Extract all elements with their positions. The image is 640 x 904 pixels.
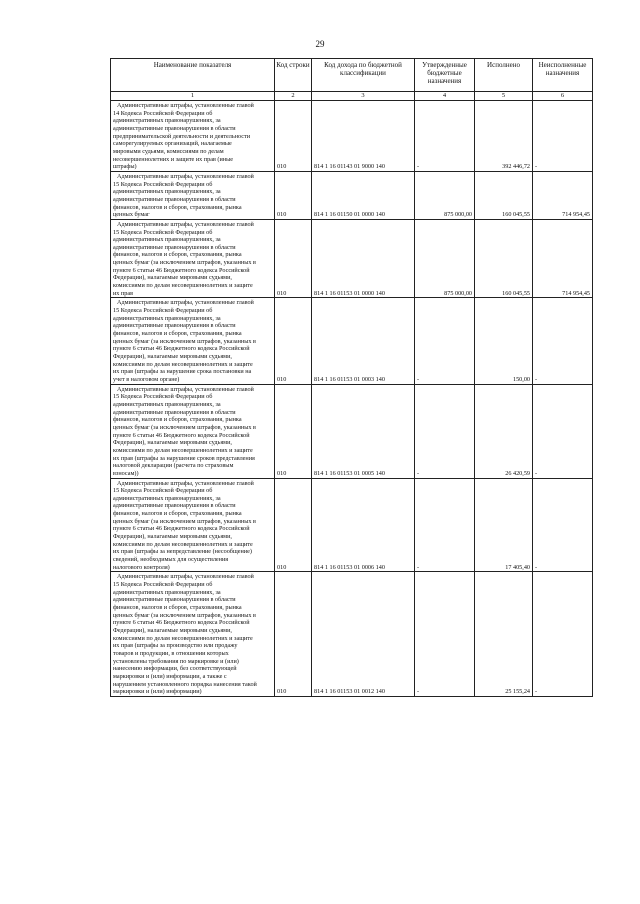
indicator-name-cell xyxy=(111,298,275,384)
indicator-name-line: Федерации), налагаемые мировыми судьями, xyxy=(113,274,232,282)
income-code-cell: 814 1 16 01150 01 0000 140 xyxy=(312,171,415,219)
header-approved: Утвержденные бюджетные назначения xyxy=(415,59,475,92)
indicator-name-line: штрафы) xyxy=(113,163,137,171)
indicator-name-line: административных правонарушениях, за xyxy=(113,588,221,596)
indicator-name-line: финансов, налогов и сборов, страхования, рынка xyxy=(113,330,242,338)
indicator-name-line: Административные штрафы, установленные главой xyxy=(117,479,254,487)
indicator-name-line: ценных бумаг (за исключением штрафов, указанных в xyxy=(113,423,256,431)
indicator-name-line: финансов, налогов и сборов, страхования, рынка xyxy=(113,416,242,424)
indicator-name-line: Федерации), налагаемые мировыми судьями, xyxy=(113,533,232,541)
indicator-name-line: комиссиями по делам несовершеннолетних и защите xyxy=(113,360,253,368)
indicator-name-line: ценных бумаг (за исключением штрафов, указанных в xyxy=(113,517,256,525)
indicator-name-line: нанесению информации, без соответствующей xyxy=(113,665,237,673)
page-number: 29 xyxy=(315,39,325,49)
indicator-name-line: их прав (штрафы за нарушение срока постановки на xyxy=(113,368,252,376)
indicator-name-line: учет в налоговом органе) xyxy=(113,375,180,383)
line-code-cell: 010 xyxy=(275,171,312,219)
indicator-name-line: сведений, необходимых для осуществления xyxy=(113,556,229,564)
indicator-name-line: мировыми судьями, комиссиями по делам xyxy=(113,147,224,155)
indicator-name-line: комиссиями по делам несовершеннолетних и защите xyxy=(113,446,253,454)
indicator-name-line: взносам)) xyxy=(113,469,139,477)
budget-income-table xyxy=(110,58,593,697)
header-line-code: Код строки xyxy=(275,59,312,92)
indicator-name-line: ценных бумаг xyxy=(113,211,150,219)
indicator-name-line: финансов, налогов и сборов, страхования, рынка xyxy=(113,251,242,259)
indicator-name-line: 15 Кодекса Российской Федерации об xyxy=(113,180,213,188)
indicator-name-line: пункте 6 статьи 46 Бюджетного кодекса Российской xyxy=(113,431,250,439)
indicator-name-line: финансов, налогов и сборов, страхования, рынка xyxy=(113,510,242,518)
income-code-cell: 814 1 16 01153 01 0003 140 xyxy=(312,298,415,384)
unexecuted-cell: - xyxy=(533,101,593,172)
income-code-cell: 814 1 16 01143 01 9000 140 xyxy=(312,101,415,172)
line-code-cell: 010 xyxy=(275,572,312,697)
indicator-name-cell xyxy=(111,219,275,298)
indicator-name-line: товаров и продукции, в отношении которых xyxy=(113,649,229,657)
header-indicator-name: Наименование показателя xyxy=(111,59,275,92)
column-number: 5 xyxy=(475,92,533,101)
column-number: 2 xyxy=(275,92,312,101)
indicator-name-line: саморегулируемых организаций, налагаемые xyxy=(113,140,232,148)
table-row xyxy=(111,384,593,478)
column-number: 3 xyxy=(312,92,415,101)
indicator-name-line: 15 Кодекса Российской Федерации об xyxy=(113,307,213,315)
indicator-name-line: их прав (штрафы за непредставление (несообщение) xyxy=(113,548,252,556)
approved-cell: 875 000,00 xyxy=(415,171,475,219)
header-income-code: Код дохода по бюджетной классификации xyxy=(312,59,415,92)
unexecuted-cell: 714 954,45 xyxy=(533,219,593,298)
indicator-name-line: предпринимательской деятельности и деятельности xyxy=(113,132,251,140)
column-number-row xyxy=(111,92,593,101)
indicator-name-line: Административные штрафы, установленные главой xyxy=(117,172,254,180)
indicator-name-line: административных правонарушениях, за xyxy=(113,117,221,125)
indicator-name-line: Административные штрафы, установленные главой xyxy=(117,299,254,307)
table-body xyxy=(111,101,593,697)
indicator-name-line: их прав (штрафы за нарушение сроков представления xyxy=(113,454,255,462)
indicator-name-line: маркировки и (или) информации, а также с xyxy=(113,672,227,680)
income-code-cell: 814 1 16 01153 01 0006 140 xyxy=(312,478,415,572)
indicator-name-line: пункте 6 статьи 46 Бюджетного кодекса Российской xyxy=(113,266,250,274)
indicator-name-cell xyxy=(111,384,275,478)
line-code-cell: 010 xyxy=(275,298,312,384)
indicator-name-line: маркировки и (или) информации) xyxy=(113,688,202,696)
indicator-name-line: административные правонарушения в области xyxy=(113,243,236,251)
indicator-name-line: 15 Кодекса Российской Федерации об xyxy=(113,581,213,589)
approved-cell: - xyxy=(415,384,475,478)
indicator-name-line: их прав xyxy=(113,289,134,297)
indicator-name-line: административных правонарушениях, за xyxy=(113,188,221,196)
indicator-name-line: ценных бумаг (за исключением штрафов, указанных в xyxy=(113,611,256,619)
approved-cell: - xyxy=(415,572,475,697)
approved-cell: - xyxy=(415,298,475,384)
indicator-name-line: ценных бумаг (за исключением штрафов, указанных в xyxy=(113,259,256,267)
indicator-name-line: административных правонарушениях, за xyxy=(113,314,221,322)
indicator-name-line: комиссиями по делам несовершеннолетних и защите xyxy=(113,540,253,548)
approved-cell: 875 000,00 xyxy=(415,219,475,298)
indicator-name-line: комиссиями по делам несовершеннолетних и защите xyxy=(113,282,253,290)
unexecuted-cell: - xyxy=(533,572,593,697)
indicator-name-line: пункте 6 статьи 46 Бюджетного кодекса Российской xyxy=(113,619,250,627)
indicator-name-line: 14 Кодекса Российской Федерации об xyxy=(113,109,213,117)
indicator-name-line: финансов, налогов и сборов, страхования, рынка xyxy=(113,203,242,211)
executed-cell: 160 045,55 xyxy=(475,219,533,298)
executed-cell: 17 405,40 xyxy=(475,478,533,572)
indicator-name-line: несовершеннолетних и защите их прав (иные xyxy=(113,155,234,163)
indicator-name-line: Административные штрафы, установленные главой xyxy=(117,220,254,228)
line-code-cell: 010 xyxy=(275,478,312,572)
indicator-name-line: налоговой декларации (расчета по страховым xyxy=(113,462,234,470)
indicator-name-line: Административные штрафы, установленные главой xyxy=(117,573,254,581)
income-code-cell: 814 1 16 01153 01 0000 140 xyxy=(312,219,415,298)
unexecuted-cell: 714 954,45 xyxy=(533,171,593,219)
indicator-name-line: финансов, налогов и сборов, страхования, рынка xyxy=(113,604,242,611)
indicator-name-line: 15 Кодекса Российской Федерации об xyxy=(113,393,213,401)
approved-cell: - xyxy=(415,101,475,172)
approved-cell: - xyxy=(415,478,475,572)
income-code-cell: 814 1 16 01153 01 0005 140 xyxy=(312,384,415,478)
header-executed: Исполнено xyxy=(475,59,533,92)
executed-cell: 150,00 xyxy=(475,298,533,384)
indicator-name-cell xyxy=(111,478,275,572)
executed-cell: 25 155,24 xyxy=(475,572,533,697)
indicator-name-line: Федерации), налагаемые мировыми судьями, xyxy=(113,626,232,634)
table-row xyxy=(111,298,593,384)
header-unexecuted: Неисполненные назначения xyxy=(533,59,593,92)
indicator-name-line: Федерации), налагаемые мировыми судьями, xyxy=(113,439,232,447)
indicator-name-line: административные правонарушения в области xyxy=(113,124,236,132)
executed-cell: 160 045,55 xyxy=(475,171,533,219)
line-code-cell: 010 xyxy=(275,219,312,298)
indicator-name-cell xyxy=(111,171,275,219)
indicator-name-line: административные правонарушения в области xyxy=(113,195,236,203)
line-code-cell: 010 xyxy=(275,101,312,172)
indicator-name-line: административные правонарушения в области xyxy=(113,502,236,510)
indicator-name-cell xyxy=(111,572,275,697)
table-header-row xyxy=(111,59,593,92)
unexecuted-cell: - xyxy=(533,478,593,572)
column-number: 4 xyxy=(415,92,475,101)
indicator-name-line: административных правонарушениях, за xyxy=(113,400,221,408)
indicator-name-line: административные правонарушения в области xyxy=(113,408,236,416)
indicator-name-line: установлены требования по маркировке и (или) xyxy=(113,657,239,665)
line-code-cell: 010 xyxy=(275,384,312,478)
indicator-name-line: 15 Кодекса Российской Федерации об xyxy=(113,487,213,495)
indicator-name-line: 15 Кодекса Российской Федерации об xyxy=(113,228,213,236)
indicator-name-line: пункте 6 статьи 46 Бюджетного кодекса Российской xyxy=(113,345,250,353)
indicator-name-line: нарушением установленного порядка нанесения такой xyxy=(113,680,257,688)
table-row xyxy=(111,572,593,697)
table-row xyxy=(111,219,593,298)
indicator-name-line: административных правонарушениях, за xyxy=(113,236,221,244)
indicator-name-line: административных правонарушениях, за xyxy=(113,494,221,502)
indicator-name-line: пункте 6 статьи 46 Бюджетного кодекса Российской xyxy=(113,525,250,533)
indicator-name-line: Административные штрафы, установленные главой xyxy=(117,385,254,393)
indicator-name-line: ценных бумаг (за исключением штрафов, указанных в xyxy=(113,337,256,345)
indicator-name-line: комиссиями по делам несовершеннолетних и защите xyxy=(113,634,253,642)
column-number: 6 xyxy=(533,92,593,101)
income-code-cell: 814 1 16 01153 01 0012 140 xyxy=(312,572,415,697)
executed-cell: 26 420,59 xyxy=(475,384,533,478)
indicator-name-line: Административные штрафы, установленные главой xyxy=(117,102,254,109)
table-row xyxy=(111,478,593,572)
indicator-name-line: административные правонарушения в области xyxy=(113,322,236,330)
column-number: 1 xyxy=(111,92,275,101)
indicator-name-line: Федерации), налагаемые мировыми судьями, xyxy=(113,353,232,360)
indicator-name-line: их прав (штрафы за производство или продажу xyxy=(113,642,238,650)
table-row xyxy=(111,101,593,172)
table-row xyxy=(111,171,593,219)
indicator-name-cell xyxy=(111,101,275,172)
unexecuted-cell: - xyxy=(533,298,593,384)
executed-cell: 392 446,72 xyxy=(475,101,533,172)
unexecuted-cell: - xyxy=(533,384,593,478)
indicator-name-line: налогового контроля) xyxy=(113,563,170,571)
indicator-name-line: административные правонарушения в области xyxy=(113,596,236,604)
